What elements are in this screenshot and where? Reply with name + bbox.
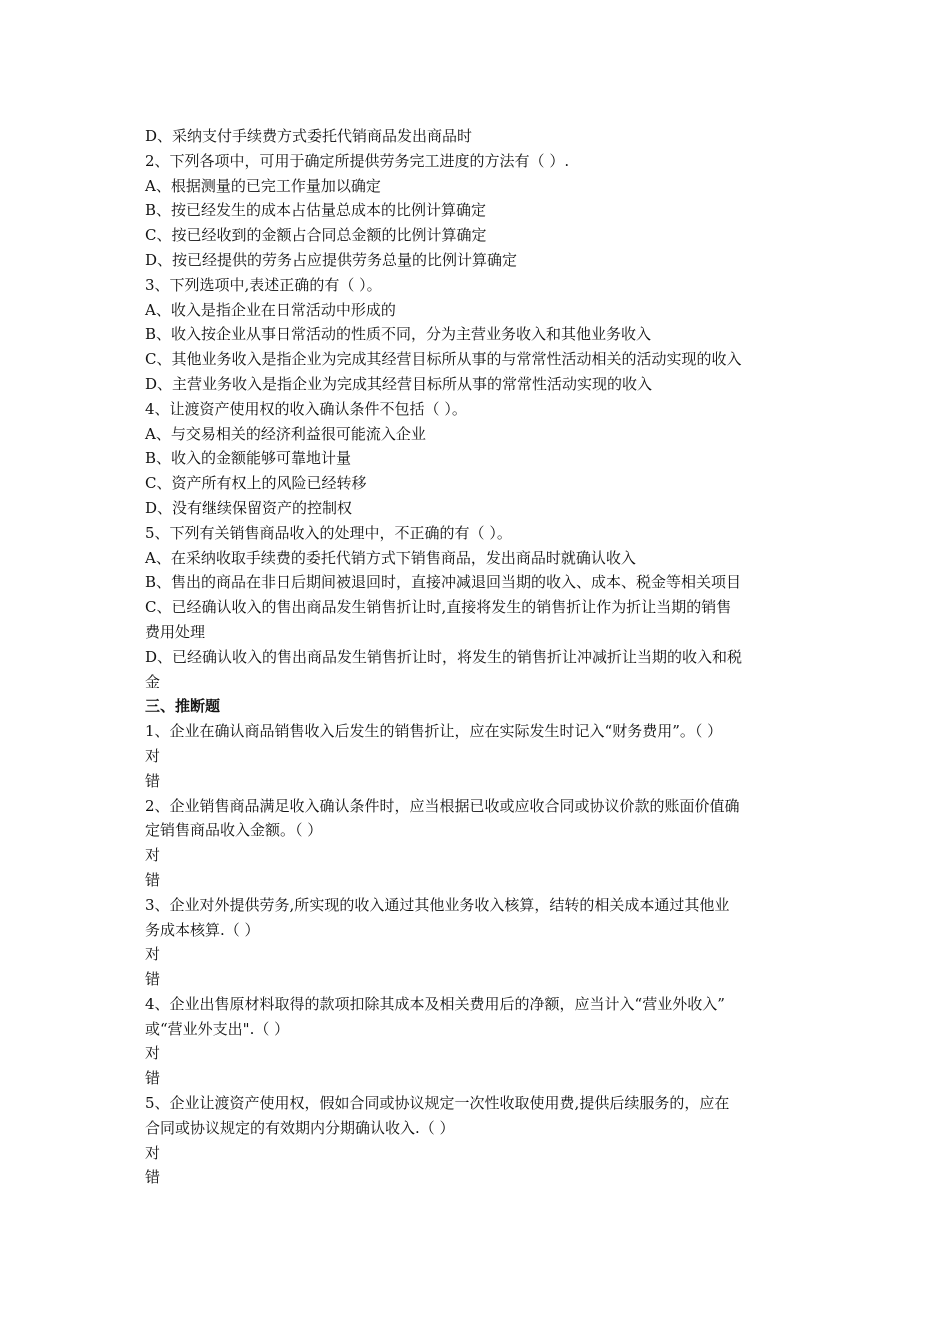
tf5-stem-line2: 合同或协议规定的有效期内分期确认收入.（ ） bbox=[145, 1118, 455, 1137]
q4-option-a: A、与交易相关的经济利益很可能流入企业 bbox=[145, 424, 426, 443]
q5-stem: 5、下列有关销售商品收入的处理中，不正确的有（ ）。 bbox=[145, 523, 512, 542]
tf2-true-option: 对 bbox=[145, 846, 161, 865]
tf5-true-option: 对 bbox=[145, 1143, 161, 1162]
q5-option-b: B、售出的商品在非日后期间被退回时，直接冲减退回当期的收入、成本、税金等相关项目 bbox=[145, 573, 742, 592]
q4-option-c: C、资产所有权上的风险已经转移 bbox=[145, 474, 367, 493]
section-heading: 三、推断题 bbox=[145, 697, 221, 716]
tf2-false-option: 错 bbox=[145, 870, 161, 889]
tf1-stem: 1、企业在确认商品销售收入后发生的销售折让，应在实际发生时记入“财务费用”。（ ） bbox=[145, 722, 723, 741]
q4-option-d: D、没有继续保留资产的控制权 bbox=[145, 498, 353, 517]
document-body bbox=[145, 124, 815, 1190]
q3-option-b: B、收入按企业从事日常活动的性质不同，分为主营业务收入和其他业务收入 bbox=[145, 325, 652, 344]
tf3-stem-line1: 3、企业对外提供劳务,所实现的收入通过其他业务收入核算，结转的相关成本通过其他业 bbox=[145, 895, 730, 914]
tf4-false-option: 错 bbox=[145, 1069, 161, 1088]
tf4-stem-line2: 或“营业外支出".（ ） bbox=[145, 1019, 290, 1038]
tf2-stem-line1: 2、企业销售商品满足收入确认条件时，应当根据已收或应收合同或协议价款的账面价值确 bbox=[145, 796, 740, 815]
tf1-false-option: 错 bbox=[145, 771, 161, 790]
q5-option-d-line2: 金 bbox=[145, 672, 161, 691]
q4-option-b: B、收入的金额能够可靠地计量 bbox=[145, 449, 352, 468]
q5-option-c-line1: C、已经确认收入的售出商品发生销售折让时,直接将发生的销售折让作为折让当期的销售 bbox=[145, 598, 732, 617]
tf3-stem-line2: 务成本核算.（ ） bbox=[145, 920, 260, 939]
q4-stem: 4、让渡资产使用权的收入确认条件不包括（ ）。 bbox=[145, 399, 467, 418]
q1-option-d: D、采纳支付手续费方式委托代销商品发出商品时 bbox=[145, 127, 473, 145]
q2-option-c: C、按已经收到的金额占合同总金额的比例计算确定 bbox=[145, 226, 487, 245]
q5-option-a: A、在采纳收取手续费的委托代销方式下销售商品，发出商品时就确认收入 bbox=[145, 548, 636, 567]
q5-option-c-line2: 费用处理 bbox=[145, 622, 206, 641]
tf5-stem-line1: 5、企业让渡资产使用权，假如合同或协议规定一次性收取使用费,提供后续服务的，应在 bbox=[145, 1094, 730, 1113]
q2-option-b: B、按已经发生的成本占估量总成本的比例计算确定 bbox=[145, 201, 487, 220]
q3-option-d: D、主营业务收入是指企业为完成其经营目标所从事的常常性活动实现的收入 bbox=[145, 374, 653, 393]
tf4-stem-line1: 4、企业出售原材料取得的款项扣除其成本及相关费用后的净额，应当计入“营业外收入” bbox=[145, 994, 725, 1013]
q3-option-c: C、其他业务收入是指企业为完成其经营目标所从事的与常常性活动相关的活动实现的收入 bbox=[145, 350, 742, 369]
q5-option-d-line1: D、已经确认收入的售出商品发生销售折让时，将发生的销售折让冲减折让当期的收入和税 bbox=[145, 647, 743, 666]
tf1-true-option: 对 bbox=[145, 746, 161, 765]
q3-option-a: A、收入是指企业在日常活动中形成的 bbox=[145, 300, 396, 319]
tf3-false-option: 错 bbox=[145, 970, 161, 989]
tf4-true-option: 对 bbox=[145, 1044, 161, 1063]
q2-stem: 2、下列各项中，可用于确定所提供劳务完工进度的方法有（ ）. bbox=[145, 151, 570, 170]
q2-option-a: A、根据测量的已完工作量加以确定 bbox=[145, 176, 381, 195]
q3-stem: 3、下列选项中,表述正确的有（ ）。 bbox=[145, 275, 382, 294]
tf2-stem-line2: 定销售商品收入金额。（ ） bbox=[145, 821, 323, 840]
tf5-false-option: 错 bbox=[145, 1168, 161, 1187]
q2-option-d: D、按已经提供的劳务占应提供劳务总量的比例计算确定 bbox=[145, 250, 518, 269]
tf3-true-option: 对 bbox=[145, 945, 161, 964]
